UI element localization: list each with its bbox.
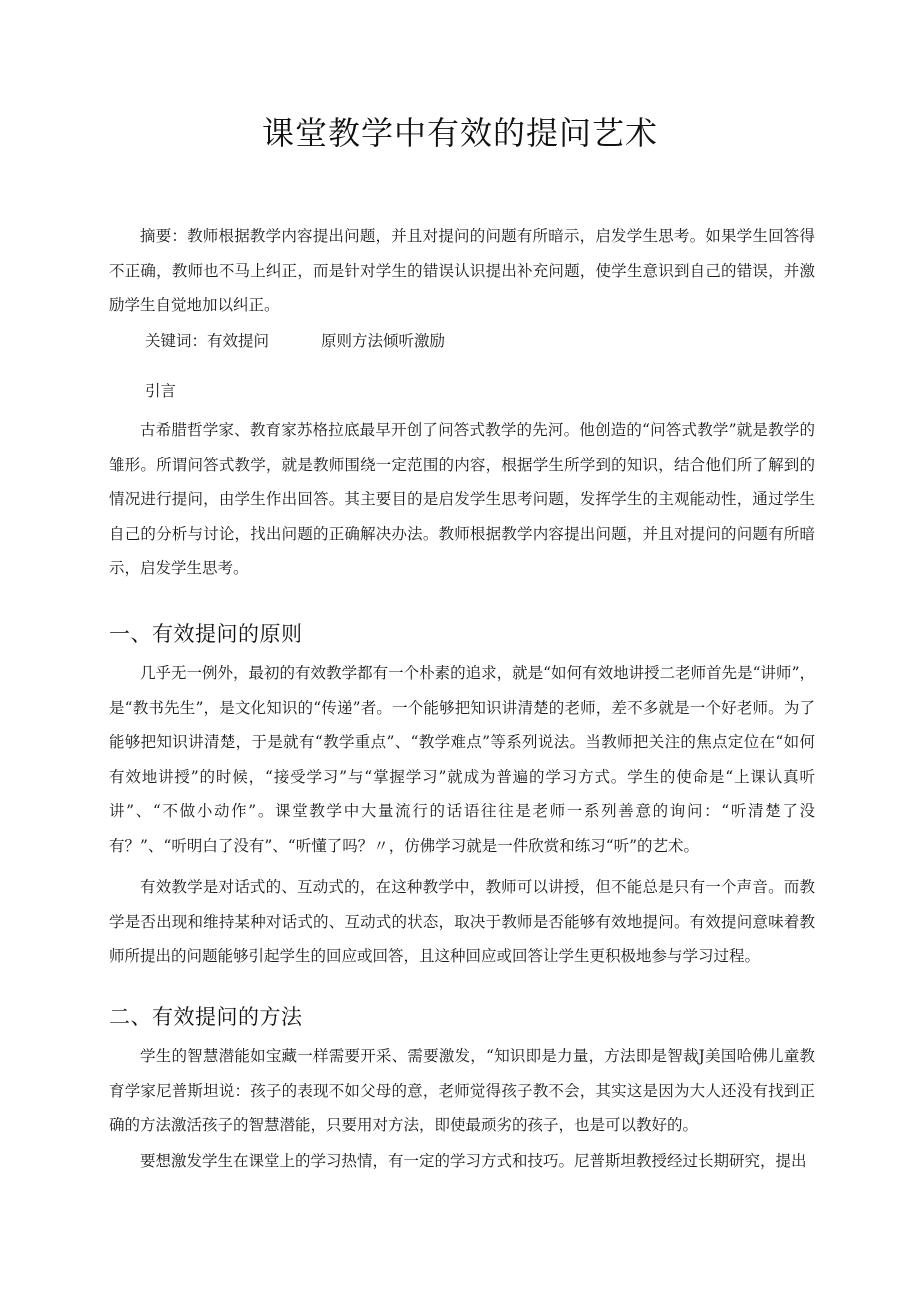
abstract-paragraph: 摘要：教师根据教学内容提出问题，并且对提问的问题有所暗示，启发学生思考。如果学生回答得不正确，教师也不马上纠正，而是针对学生的错误认识提出补充问题，使学生意识到自己的错误，并激励学生自觉地加以纠正。 bbox=[109, 227, 815, 314]
section2-heading: 二、有效提问的方法 bbox=[109, 1005, 303, 1029]
section1-heading: 一、有效提问的原则 bbox=[109, 622, 303, 646]
section1-paragraph-1: 几乎无一例外，最初的有效教学都有一个朴素的追求，就是“如何有效地讲授二老师首先是“讲师”，是“教书先生”，是文化知识的“传递”者。一个能够把知识讲清楚的老师，差不多就是一个好老师。为了能够把知识讲清楚，于是就有“教学重点”、“教学难点”等系列说法。当教师把关注的焦点定位在“如何有效地讲授”的时候，“接受学习”与“掌握学习”就成为普遍的学习方式。学生的使命是“上课认真听讲”、“不做小动作”。课堂教学中大量流行的话语往往是老师一系列善意的询问：“听清楚了没有？”、“听明白了没有”、“听懂了吗？〃，仿佛学习就是一件欣赏和练习“听”的艺术。 bbox=[109, 664, 815, 855]
keywords-line bbox=[145, 324, 445, 358]
intro-heading: 引言 bbox=[145, 382, 177, 400]
section2-paragraph-1: 学生的智慧潜能如宝藏一样需要开采、需要激发，“知识即是力量，方法即是智裁J美国哈佛儿童教育学家尼普斯坦说：孩子的表现不如父母的意，老师觉得孩子教不会，其实这是因为大人还没有找到正确的方法激活孩子的智慧潜能，只要用对方法，即使最顽劣的孩子，也是可以教好的。 bbox=[109, 1047, 815, 1134]
keywords-label: 关键词：有效提问 bbox=[145, 332, 270, 350]
intro-paragraph: 古希腊哲学家、教育家苏格拉底最早开创了问答式教学的先河。他创造的“问答式教学”就是教学的雏形。所谓问答式教学，就是教师围绕一定范围的内容，根据学生所学到的知识，结合他们所了解到的情况进行提问，由学生作出回答。其主要目的是启发学生思考问题，发挥学生的主观能动性，通过学生自己的分析与讨论，找出问题的正确解决办法。教师根据教学内容提出问题，并且对提问的问题有所暗示，启发学生思考。 bbox=[109, 421, 815, 577]
section2-paragraph-2: 要想激发学生在课堂上的学习热情，有一定的学习方式和技巧。尼普斯坦教授经过长期研究，提出 bbox=[140, 1152, 807, 1170]
section1-paragraph-2: 有效教学是对话式的、互动式的，在这种教学中，教师可以讲授，但不能总是只有一个声音。而教学是否出现和维持某种对话式的、互动式的状态，取决于教师是否能够有效地提问。有效提问意味着教师所提出的问题能够引起学生的回应或回答，且这种回应或回答让学生更积极地参与学习过程。 bbox=[109, 878, 815, 965]
keywords-rest: 原则方法倾听激励 bbox=[321, 332, 446, 350]
document-title: 课堂教学中有效的提问艺术 bbox=[261, 114, 658, 152]
